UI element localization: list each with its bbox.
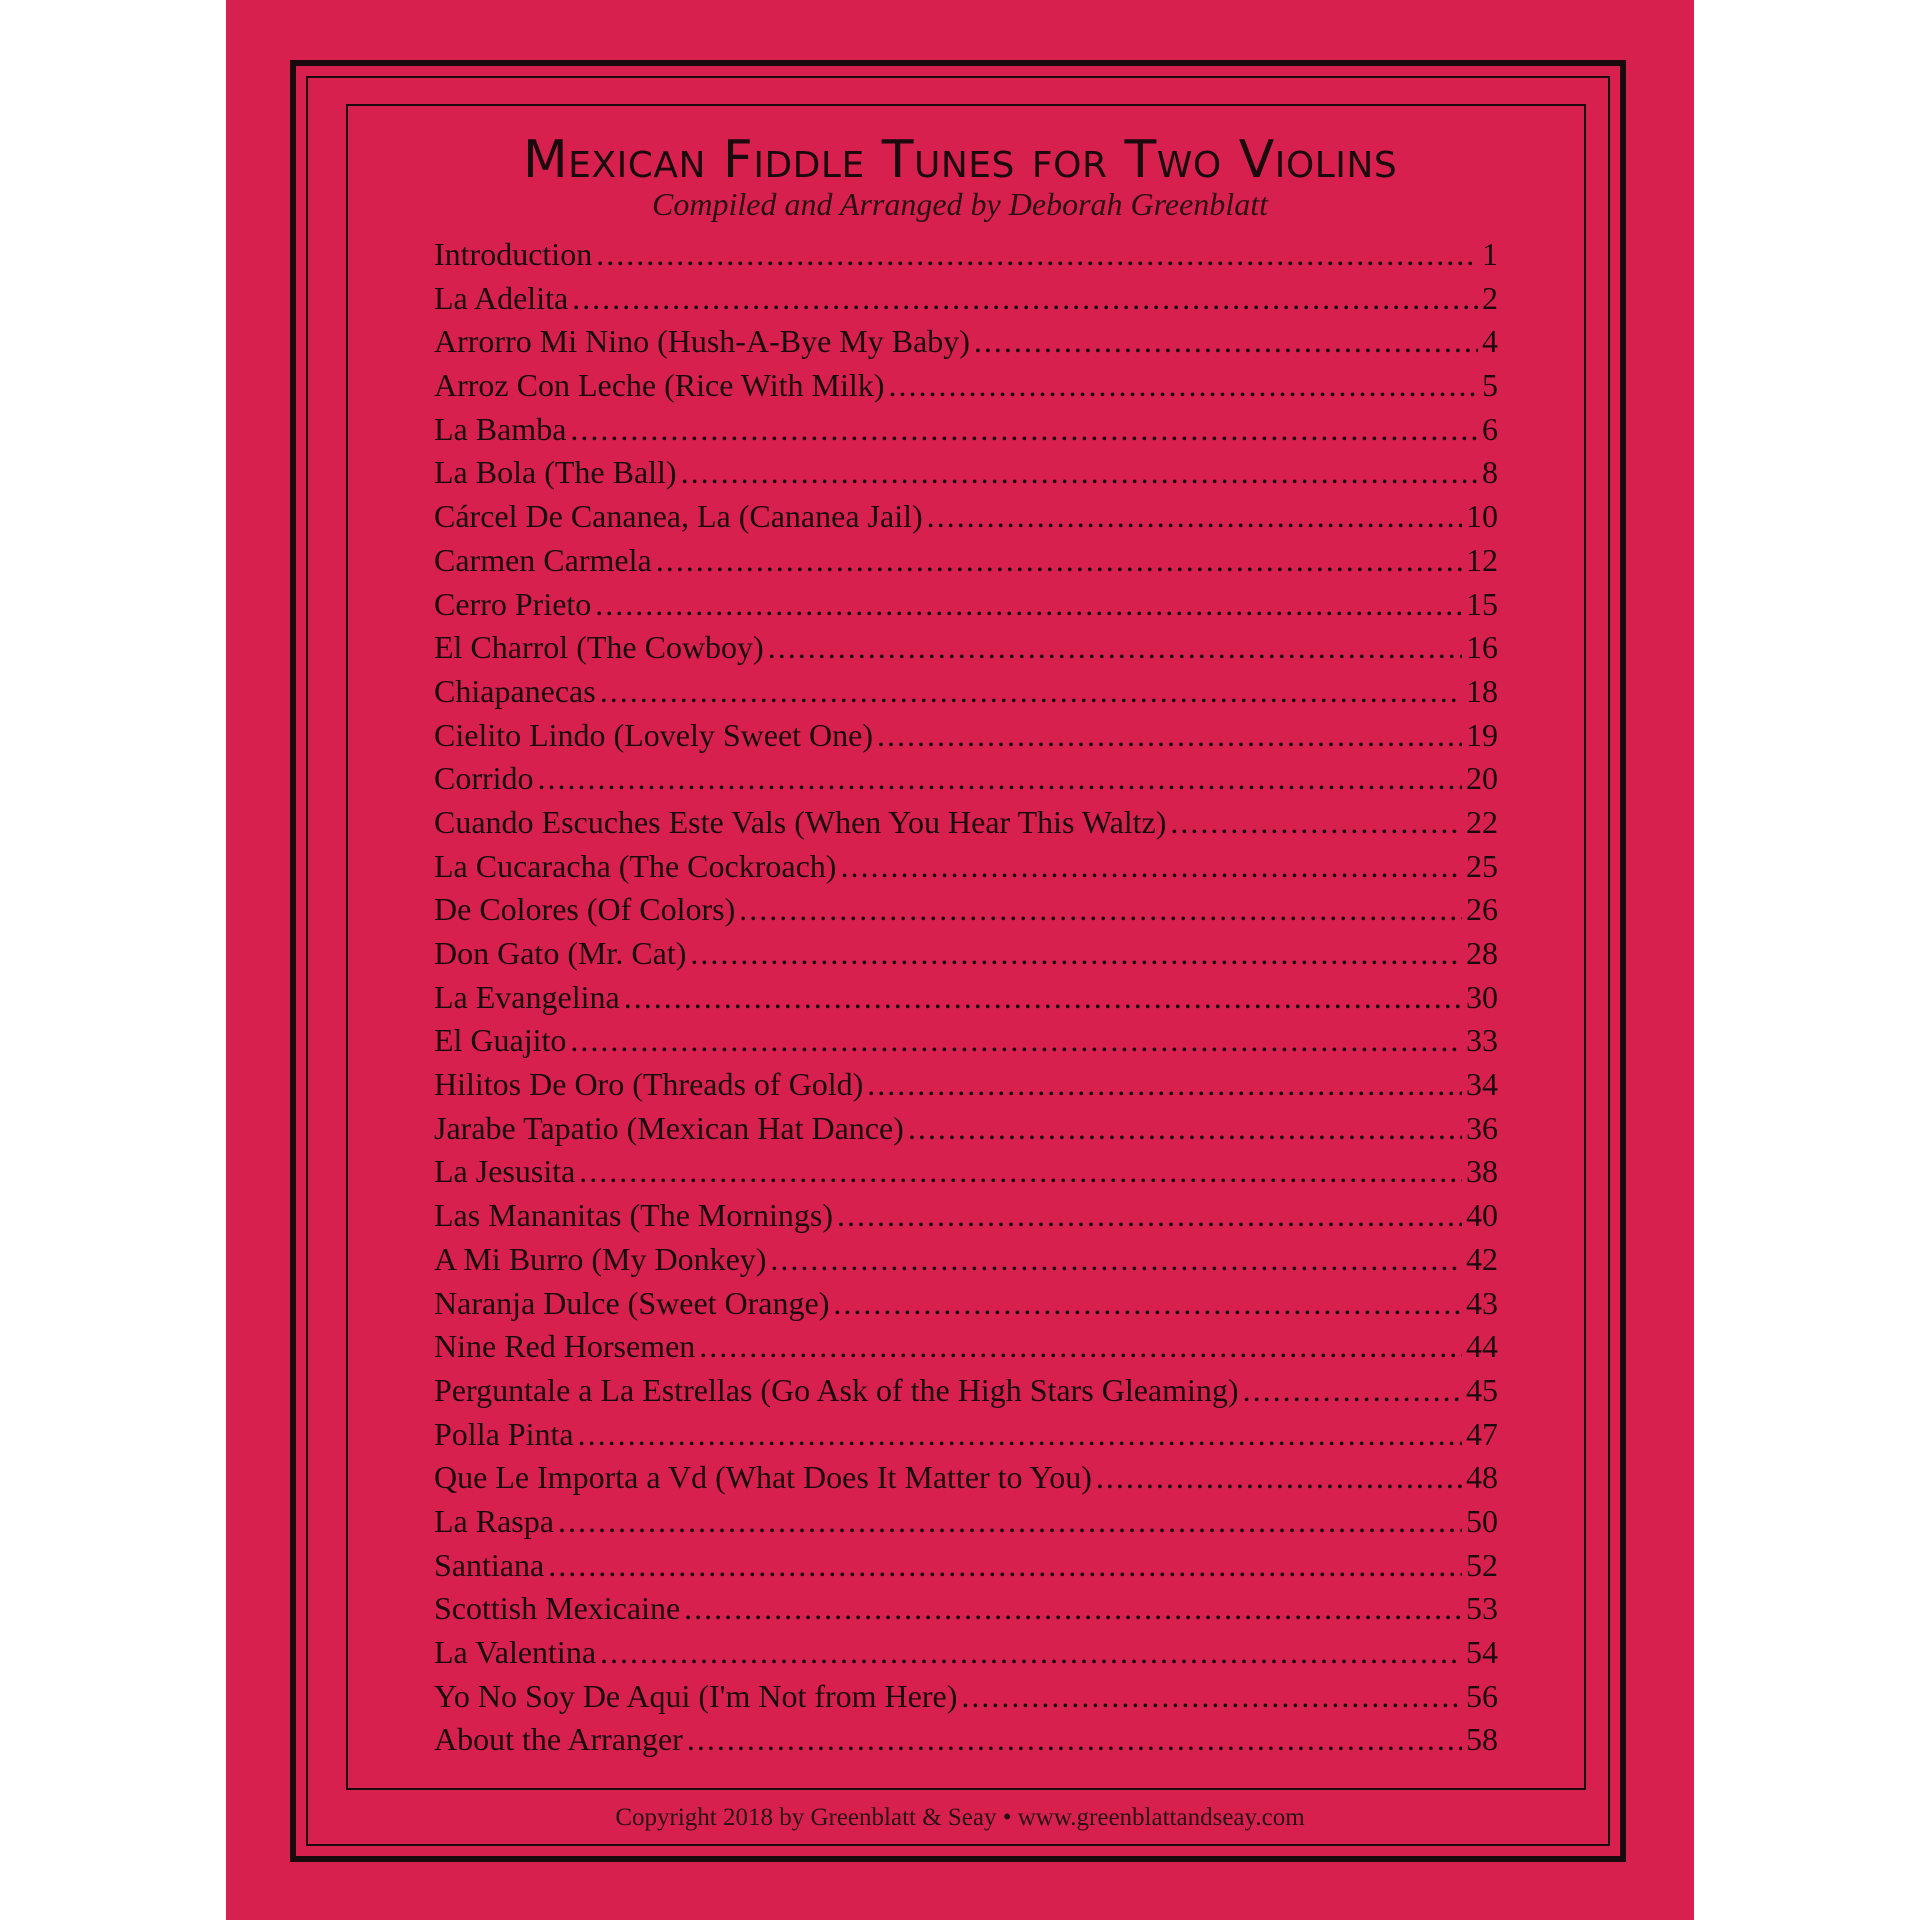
- toc-entry-page: 12: [1466, 541, 1498, 578]
- toc-entry-page: 48: [1466, 1459, 1498, 1496]
- toc-entry-title: Que Le Importa a Vd (What Does It Matter to You): [434, 1459, 1092, 1496]
- toc-entry-title: Carmen Carmela: [434, 541, 652, 578]
- toc-entry-page: 54: [1466, 1634, 1498, 1670]
- toc-entry: [434, 1285, 1498, 1329]
- toc-entry: [434, 979, 1498, 1023]
- toc-entry: [434, 586, 1498, 630]
- toc-entry-page: 53: [1466, 1590, 1498, 1627]
- toc-entry: [434, 1503, 1498, 1547]
- toc-dot-leader: [1243, 1372, 1462, 1409]
- toc-dot-leader: [570, 1022, 1462, 1059]
- toc-dot-leader: [579, 1153, 1462, 1190]
- toc-entry-title: Corrido: [434, 760, 534, 797]
- toc-dot-leader: [570, 411, 1478, 448]
- toc-dot-leader: [596, 236, 1478, 273]
- toc-entry: [434, 1153, 1498, 1197]
- toc-entry-page: 36: [1466, 1109, 1498, 1146]
- toc-entry-page: 50: [1466, 1502, 1498, 1539]
- toc-entry-page: 4: [1482, 323, 1498, 360]
- toc-entry: [434, 1721, 1498, 1765]
- toc-entry-title: Yo No Soy De Aqui (I'm Not from Here): [434, 1677, 958, 1714]
- toc-entry-page: 56: [1466, 1677, 1498, 1714]
- toc-entry: [434, 848, 1498, 892]
- toc-entry: [434, 1678, 1498, 1722]
- toc-dot-leader: [927, 498, 1462, 535]
- toc-entry-title: Polla Pinta: [434, 1415, 574, 1452]
- toc-entry-title: La Valentina: [434, 1634, 597, 1670]
- toc-dot-leader: [538, 760, 1462, 797]
- toc-entry: [434, 1328, 1498, 1372]
- toc-entry-title: Arrorro Mi Nino (Hush-A-Bye My Baby): [434, 323, 970, 360]
- toc-entry-title: Naranja Dulce (Sweet Orange): [434, 1284, 830, 1321]
- toc-entry-page: 30: [1466, 978, 1498, 1015]
- toc-dot-leader: [867, 1066, 1462, 1103]
- toc-entry-title: Jarabe Tapatio (Mexican Hat Dance): [434, 1109, 904, 1146]
- toc-entry: [434, 498, 1498, 542]
- toc-entry: [434, 891, 1498, 935]
- toc-entry: [434, 1459, 1498, 1503]
- toc-entry-title: Santiana: [434, 1546, 545, 1583]
- toc-entry: [434, 1110, 1498, 1154]
- toc-entry-page: 19: [1466, 716, 1498, 753]
- toc-entry: [434, 1066, 1498, 1110]
- toc-entry-page: 5: [1482, 367, 1498, 404]
- toc-entry-title: Cerro Prieto: [434, 585, 592, 622]
- toc-entry: [434, 1634, 1498, 1678]
- toc-entry-page: 16: [1466, 629, 1498, 666]
- toc-dot-leader: [624, 979, 1462, 1016]
- toc-entry-page: 45: [1466, 1371, 1498, 1408]
- toc-dot-leader: [558, 1503, 1462, 1540]
- toc-dot-leader: [690, 935, 1462, 972]
- toc-entry: [434, 1416, 1498, 1460]
- copyright-footer: Copyright 2018 by Greenblatt & Seay • www.greenblattandseay.com: [615, 1804, 1305, 1831]
- toc-entry-title: Cielito Lindo (Lovely Sweet One): [434, 716, 874, 753]
- toc-entry-page: 52: [1466, 1546, 1498, 1583]
- toc-entry: [434, 760, 1498, 804]
- toc-entry-title: Don Gato (Mr. Cat): [434, 935, 687, 971]
- toc-entry: [434, 673, 1498, 717]
- toc-entry-title: La Evangelina: [434, 978, 620, 1015]
- toc-entry: [434, 1547, 1498, 1591]
- toc-dot-leader: [548, 1547, 1462, 1584]
- toc-entry-title: Introduction: [434, 236, 593, 272]
- toc-entry-title: La Raspa: [434, 1502, 554, 1539]
- toc-dot-leader: [572, 280, 1478, 317]
- toc-dot-leader: [681, 454, 1478, 491]
- toc-entry-page: 44: [1466, 1328, 1498, 1365]
- toc-dot-leader: [770, 1241, 1462, 1278]
- toc-entry: [434, 1022, 1498, 1066]
- toc-entry-title: Cárcel De Cananea, La (Cananea Jail): [434, 498, 923, 535]
- toc-entry-title: El Charrol (The Cowboy): [434, 629, 764, 666]
- table-of-contents: [434, 236, 1498, 1765]
- toc-dot-leader: [600, 1634, 1462, 1671]
- toc-dot-leader: [877, 717, 1462, 754]
- document-title: Mexican Fiddle Tunes for Two Violins: [522, 130, 1398, 190]
- toc-entry: [434, 454, 1498, 498]
- toc-dot-leader: [739, 891, 1462, 928]
- toc-entry-title: La Bola (The Ball): [434, 454, 677, 491]
- toc-entry-title: Cuando Escuches Este Vals (When You Hear This Waltz): [434, 803, 1167, 840]
- toc-dot-leader: [687, 1721, 1462, 1758]
- toc-entry: [434, 1372, 1498, 1416]
- toc-entry-page: 18: [1466, 672, 1498, 709]
- toc-entry-page: 43: [1466, 1284, 1498, 1321]
- document-subtitle: Compiled and Arranged by Deborah Greenblatt: [652, 186, 1268, 222]
- toc-dot-leader: [908, 1110, 1462, 1147]
- toc-dot-leader: [656, 542, 1462, 579]
- toc-entry: [434, 1241, 1498, 1285]
- toc-entry-title: A Mi Burro (My Donkey): [434, 1240, 767, 1277]
- toc-dot-leader: [699, 1328, 1462, 1365]
- toc-entry-page: 38: [1466, 1153, 1498, 1190]
- toc-entry-title: Scottish Mexicaine: [434, 1590, 681, 1627]
- toc-entry-title: Chiapanecas: [434, 672, 596, 709]
- toc-entry-page: 25: [1466, 847, 1498, 884]
- toc-entry-page: 47: [1466, 1415, 1498, 1452]
- toc-entry-page: 8: [1482, 454, 1498, 491]
- toc-entry-title: La Bamba: [434, 410, 567, 447]
- toc-entry-title: Nine Red Horsemen: [434, 1328, 696, 1365]
- toc-entry-page: 40: [1466, 1197, 1498, 1234]
- toc-entry: [434, 717, 1498, 761]
- toc-entry-title: De Colores (Of Colors): [434, 891, 736, 928]
- toc-dot-leader: [837, 1197, 1462, 1234]
- toc-dot-leader: [833, 1285, 1462, 1322]
- toc-entry-title: Las Mananitas (The Mornings): [434, 1197, 834, 1234]
- toc-entry-page: 1: [1482, 236, 1498, 272]
- toc-entry-title: About the Arranger: [434, 1721, 683, 1758]
- toc-dot-leader: [974, 323, 1478, 360]
- toc-dot-leader: [961, 1678, 1462, 1715]
- toc-dot-leader: [1096, 1459, 1462, 1496]
- toc-entry-title: Hilitos De Oro (Threads of Gold): [434, 1066, 864, 1103]
- toc-dot-leader: [600, 673, 1462, 710]
- toc-dot-leader: [578, 1416, 1462, 1453]
- toc-entry-page: 58: [1466, 1721, 1498, 1758]
- toc-entry: [434, 280, 1498, 324]
- toc-entry-page: 10: [1466, 498, 1498, 535]
- toc-dot-leader: [595, 586, 1462, 623]
- toc-entry-page: 20: [1466, 760, 1498, 797]
- toc-entry: [434, 935, 1498, 979]
- document-page: [226, 0, 1694, 1920]
- toc-entry: [434, 629, 1498, 673]
- toc-entry-title: La Adelita: [434, 279, 569, 316]
- toc-entry-page: 22: [1466, 803, 1498, 840]
- toc-entry: [434, 367, 1498, 411]
- toc-entry-title: Perguntale a La Estrellas (Go Ask of the High Stars Gleaming): [434, 1371, 1239, 1408]
- toc-entry: [434, 1590, 1498, 1634]
- toc-entry-title: Arroz Con Leche (Rice With Milk): [434, 367, 885, 404]
- toc-entry: [434, 804, 1498, 848]
- toc-entry-title: La Cucaracha (The Cockroach): [434, 847, 837, 884]
- toc-entry-page: 42: [1466, 1240, 1498, 1277]
- toc-entry-title: La Jesusita: [434, 1153, 576, 1190]
- toc-entry: [434, 542, 1498, 586]
- toc-entry-page: 34: [1466, 1066, 1498, 1103]
- toc-entry-page: 15: [1466, 585, 1498, 622]
- toc-dot-leader: [684, 1590, 1462, 1627]
- toc-entry-page: 6: [1482, 410, 1498, 447]
- toc-dot-leader: [768, 629, 1462, 666]
- toc-dot-leader: [888, 367, 1478, 404]
- toc-entry: [434, 323, 1498, 367]
- toc-entry-page: 28: [1466, 935, 1498, 971]
- toc-entry: [434, 411, 1498, 455]
- toc-entry: [434, 236, 1498, 280]
- toc-dot-leader: [840, 848, 1462, 885]
- toc-entry-page: 33: [1466, 1022, 1498, 1059]
- toc-entry: [434, 1197, 1498, 1241]
- toc-entry-title: El Guajito: [434, 1022, 567, 1059]
- toc-dot-leader: [1170, 804, 1462, 841]
- toc-entry-page: 2: [1482, 279, 1498, 316]
- toc-entry-page: 26: [1466, 891, 1498, 928]
